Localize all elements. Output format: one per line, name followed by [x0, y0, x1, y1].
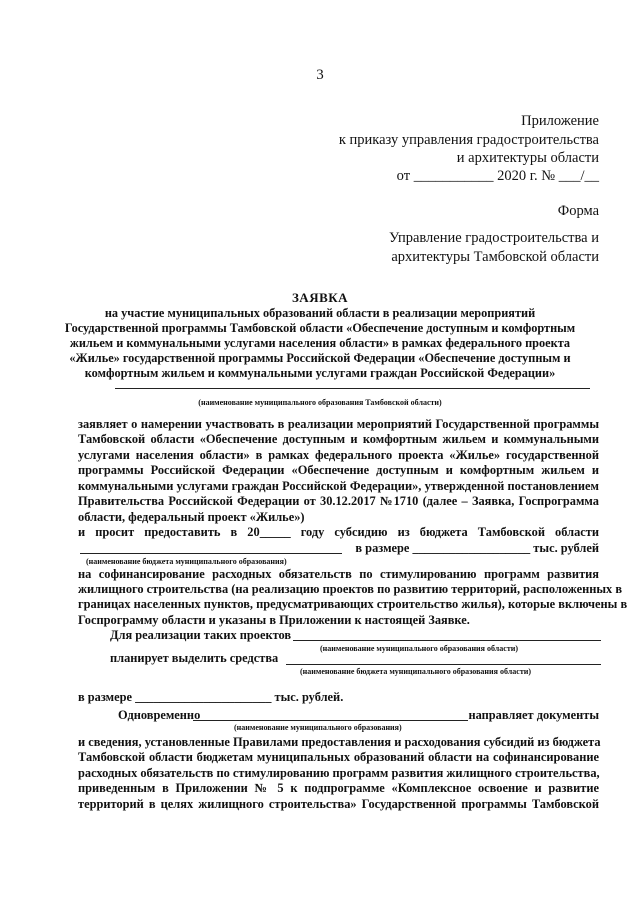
plans-allocate-label: планирует выделить средства — [110, 651, 279, 665]
simultaneously-label: Одновременно — [118, 708, 201, 722]
municipality-line — [293, 640, 601, 641]
budget-name-line — [80, 553, 342, 554]
body-line: услугами населения области» в рамках федерального проекта «Жилье» государственной — [78, 448, 599, 462]
for-projects-label: Для реализации таких проектов — [110, 628, 292, 642]
body-line: Правительства Российской Федерации от 30.12.2017 №1710 (далее – Заявка, Госпрограмма — [78, 494, 599, 508]
caption-municipality: (наименование муниципального образования области) — [320, 644, 519, 653]
caption-municipality-tambov: (наименование муниципального образования Тамбовской области) — [198, 398, 442, 407]
request-line: и просит предоставить в 20_____ году субсидию из бюджета Тамбовской области — [78, 525, 599, 539]
body-line: и сведения, установленные Правилами предоставления и расходования субсидий из бюджета — [78, 735, 601, 749]
page-number: 3 — [316, 67, 324, 83]
body-line: Тамбовской области бюджетам муниципальных образований области на софинансирование — [78, 750, 599, 764]
header-line-3: и архитектуры области — [456, 150, 599, 166]
in-amount-line: в размере ___________________ тыс. рублей — [355, 541, 599, 555]
document-title: ЗАЯВКА — [291, 290, 349, 305]
municipality-name-line — [115, 388, 590, 389]
subtitle-line-1: на участие муниципальных образований области в реализации мероприятий — [104, 306, 536, 320]
body-line: заявляет о намерении участвовать в реализации мероприятий Государственной программы — [78, 417, 599, 431]
body-line: программы Российской Федерации «Обеспечение доступным и комфортным жильем и — [78, 463, 599, 477]
body-line: Госпрограмму области и указаны в Приложении к настоящей Заявке. — [78, 613, 470, 627]
form-label: Форма — [557, 203, 599, 219]
body-line: области, федеральный проект «Жилье») — [78, 510, 305, 524]
header-line-1: Приложение — [521, 113, 599, 129]
amount-line: в размере ______________________ тыс. рублей. — [78, 690, 344, 704]
budget-region-line — [286, 664, 601, 665]
body-line: границах населенных пунктов, предусматривающих строительство жилья), которые включены в — [78, 597, 628, 611]
caption-municipality-short: (наименование муниципального образования) — [234, 723, 402, 732]
header-line-4: от ___________ 2020 г. № ___/__ — [396, 168, 599, 184]
body-line: приведенным в Приложении № 5 к подпрограмме «Комплексное освоение и развитие — [78, 781, 599, 795]
body-line: жилищного строительства (на реализацию проектов по развитию территорий, расположенных в — [78, 582, 623, 596]
subtitle-line-2: Государственной программы Тамбовской области «Обеспечение доступным и комфортным — [64, 321, 576, 335]
caption-budget: (наименование бюджета муниципального образования) — [86, 557, 287, 566]
addressee-line-1: Управление градостроительства и — [388, 230, 599, 246]
body-line: коммунальными услугами граждан Российской Федерации», утвержденной постановлением — [78, 479, 599, 493]
body-line: территорий в целях жилищного строительства» Государственной программы Тамбовской — [78, 797, 599, 811]
header-line-2: к приказу управления градостроительства — [338, 132, 599, 148]
body-line: расходных обязательств по стимулированию программ развития жилищного строительства, — [78, 766, 600, 780]
subtitle-line-4: «Жилье» государственной программы Российской Федерации «Обеспечение доступным и — [69, 351, 571, 365]
subtitle-line-5: комфортным жильем и коммунальными услугами граждан Российской Федерации» — [84, 366, 556, 380]
municipality-short-line — [193, 720, 468, 721]
addressee-line-2: архитектуры Тамбовской области — [391, 249, 599, 265]
body-line: Тамбовской области «Обеспечение доступным и комфортным жильем и коммунальными — [78, 432, 599, 446]
subtitle-line-3: жильем и коммунальными услугами населения области» в рамках федерального проекта — [69, 336, 571, 350]
caption-budget-region: (наименование бюджета муниципального образования области) — [300, 667, 532, 676]
sends-documents-label: направляет документы — [468, 708, 599, 722]
body-line: на софинансирование расходных обязательств по стимулированию программ развития — [78, 567, 599, 581]
